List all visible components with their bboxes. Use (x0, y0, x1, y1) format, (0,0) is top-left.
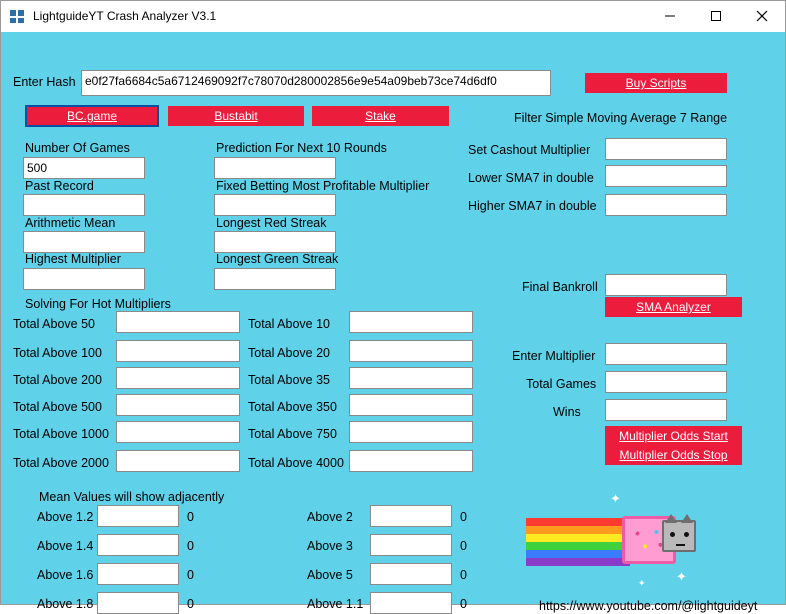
above-1-1-label: Above 1.1 (307, 597, 364, 611)
filter-sma-label: Filter Simple Moving Average 7 Range (514, 111, 728, 125)
highest-multiplier-label: Highest Multiplier (25, 252, 121, 266)
hash-input-value: e0f27fa6684c5a6712469092f7c78070d280002856e9e54a09beb73ce74d6df0 (85, 74, 497, 88)
above-1-1-input[interactable] (370, 592, 452, 614)
total-above-4000-value (350, 451, 472, 471)
total-above-10-value (350, 312, 472, 332)
total-above-200-input[interactable] (116, 367, 240, 389)
above-2-value (371, 506, 451, 526)
longest-red-streak-input[interactable] (214, 231, 336, 253)
buy-scripts-button[interactable]: Buy Scripts (585, 73, 727, 93)
higher-sma7-value (606, 195, 726, 215)
total-above-200-label: Total Above 200 (13, 373, 102, 387)
total-above-10-input[interactable] (349, 311, 473, 333)
total-above-10-label: Total Above 10 (248, 317, 331, 331)
enter-multiplier-input[interactable] (605, 343, 727, 365)
above-1-1-value (371, 593, 451, 613)
total-above-500-input[interactable] (116, 394, 240, 416)
bustabit-button[interactable]: Bustabit (168, 106, 304, 126)
close-button[interactable] (739, 1, 785, 32)
mean-values-label: Mean Values will show adjacently (39, 490, 225, 504)
minimize-button[interactable] (647, 1, 693, 32)
final-bankroll-value (606, 275, 726, 295)
lower-sma7-value (606, 166, 726, 186)
above-1-8-count: 0 (187, 597, 194, 611)
longest-green-streak-label: Longest Green Streak (216, 252, 339, 266)
prediction-label: Prediction For Next 10 Rounds (216, 141, 387, 155)
longest-green-streak-value (215, 269, 335, 289)
above-5-value (371, 564, 451, 584)
total-above-200-value (117, 368, 239, 388)
star-icon: ✦ (676, 569, 687, 584)
total-above-2000-value (117, 451, 239, 471)
hash-input[interactable] (81, 70, 551, 96)
above-5-count: 0 (460, 568, 467, 582)
total-above-50-input[interactable] (116, 311, 240, 333)
total-above-35-input[interactable] (349, 367, 473, 389)
rainbow-stripes (526, 518, 630, 566)
higher-sma7-label: Higher SMA7 in double (468, 199, 597, 213)
total-above-1000-value (117, 422, 239, 442)
past-record-input[interactable] (23, 194, 145, 216)
total-above-350-label: Total Above 350 (248, 400, 337, 414)
cat-head (662, 520, 696, 552)
total-above-350-input[interactable] (349, 394, 473, 416)
above-3-count: 0 (460, 539, 467, 553)
set-cashout-input[interactable] (605, 138, 727, 160)
longest-red-streak-value (215, 232, 335, 252)
total-above-20-input[interactable] (349, 340, 473, 362)
highest-multiplier-value (24, 269, 144, 289)
window-title: LightguideYT Crash Analyzer V3.1 (33, 9, 217, 23)
total-above-100-value (117, 341, 239, 361)
total-games-value (606, 372, 726, 392)
total-above-35-label: Total Above 35 (248, 373, 331, 387)
total-above-2000-label: Total Above 2000 (13, 456, 109, 470)
hot-multipliers-label: Solving For Hot Multipliers (25, 297, 171, 311)
above-1-4-count: 0 (187, 539, 194, 553)
total-above-750-input[interactable] (349, 421, 473, 443)
total-above-750-label: Total Above 750 (248, 427, 337, 441)
above-1-6-count: 0 (187, 568, 194, 582)
nyan-cat-icon (526, 491, 698, 588)
total-above-1000-label: Total Above 1000 (13, 427, 109, 441)
total-above-750-value (350, 422, 472, 442)
lower-sma7-input[interactable] (605, 165, 727, 187)
longest-red-streak-label: Longest Red Streak (216, 216, 327, 230)
above-3-value (371, 535, 451, 555)
total-above-2000-input[interactable] (116, 450, 240, 472)
enter-multiplier-value (606, 344, 726, 364)
fixed-betting-input[interactable] (214, 194, 336, 216)
total-above-1000-input[interactable] (116, 421, 240, 443)
lower-sma7-label: Lower SMA7 in double (468, 171, 594, 185)
above-1-6-input[interactable] (97, 563, 179, 585)
fixed-betting-label: Fixed Betting Most Profitable Multiplier (216, 179, 430, 193)
above-1-6-label: Above 1.6 (37, 568, 94, 582)
number-of-games-label: Number Of Games (25, 141, 130, 155)
above-5-label: Above 5 (307, 568, 353, 582)
above-1-2-value (98, 506, 178, 526)
total-games-label: Total Games (526, 377, 597, 391)
total-above-50-label: Total Above 50 (13, 317, 96, 331)
number-of-games-value: 500 (27, 161, 48, 175)
total-above-100-label: Total Above 100 (13, 346, 102, 360)
number-of-games-input[interactable] (23, 157, 145, 179)
final-bankroll-label: Final Bankroll (522, 280, 598, 294)
total-above-20-label: Total Above 20 (248, 346, 331, 360)
above-1-4-input[interactable] (97, 534, 179, 556)
highest-multiplier-input[interactable] (23, 268, 145, 290)
above-2-label: Above 2 (307, 510, 353, 524)
final-bankroll-input[interactable] (605, 274, 727, 296)
longest-green-streak-input[interactable] (214, 268, 336, 290)
wins-label: Wins (553, 405, 581, 419)
set-cashout-label: Set Cashout Multiplier (468, 143, 591, 157)
arithmetic-mean-value (24, 232, 144, 252)
total-above-4000-input[interactable] (349, 450, 473, 472)
above-2-count: 0 (460, 510, 467, 524)
above-1-8-value (98, 593, 178, 613)
total-above-20-value (350, 341, 472, 361)
above-1-2-count: 0 (187, 510, 194, 524)
above-3-label: Above 3 (307, 539, 353, 553)
above-1-8-input[interactable] (97, 592, 179, 614)
title-bar (1, 1, 785, 32)
star-icon: ✦ (638, 578, 646, 588)
bcgame-button[interactable]: BC.game (25, 105, 159, 127)
past-record-label: Past Record (25, 179, 94, 193)
enter-multiplier-label: Enter Multiplier (512, 349, 596, 363)
total-above-50-value (117, 312, 239, 332)
client-area (1, 32, 785, 613)
above-3-input[interactable] (370, 534, 452, 556)
sma-analyzer-button[interactable]: SMA Analyzer (605, 297, 742, 317)
enter-hash-label: Enter Hash (13, 75, 76, 89)
multiplier-odds-start-button[interactable]: Multiplier Odds Start (605, 426, 742, 446)
higher-sma7-input[interactable] (605, 194, 727, 216)
prediction-value (215, 158, 335, 178)
above-1-6-value (98, 564, 178, 584)
total-games-input[interactable] (605, 371, 727, 393)
above-2-input[interactable] (370, 505, 452, 527)
stake-button[interactable]: Stake (312, 106, 449, 126)
total-above-350-value (350, 395, 472, 415)
above-1-1-count: 0 (460, 597, 467, 611)
above-1-2-label: Above 1.2 (37, 510, 94, 524)
wins-input[interactable] (605, 399, 727, 421)
above-1-4-label: Above 1.4 (37, 539, 94, 553)
app-grid-icon (10, 8, 26, 24)
above-1-2-input[interactable] (97, 505, 179, 527)
wins-value (606, 400, 726, 420)
total-above-100-input[interactable] (116, 340, 240, 362)
above-5-input[interactable] (370, 563, 452, 585)
multiplier-odds-stop-button[interactable]: Multiplier Odds Stop (605, 445, 742, 465)
past-record-value (24, 195, 144, 215)
star-icon: ✦ (610, 491, 621, 506)
maximize-button[interactable] (693, 1, 739, 32)
above-1-8-label: Above 1.8 (37, 597, 94, 611)
total-above-4000-label: Total Above 4000 (248, 456, 344, 470)
set-cashout-value (606, 139, 726, 159)
total-above-35-value (350, 368, 472, 388)
arithmetic-mean-label: Arithmetic Mean (25, 216, 116, 230)
fixed-betting-value (215, 195, 335, 215)
arithmetic-mean-input[interactable] (23, 231, 145, 253)
above-1-4-value (98, 535, 178, 555)
youtube-url-text[interactable]: https://www.youtube.com/@lightguideyt (539, 599, 758, 613)
total-above-500-value (117, 395, 239, 415)
prediction-input[interactable] (214, 157, 336, 179)
total-above-500-label: Total Above 500 (13, 400, 102, 414)
